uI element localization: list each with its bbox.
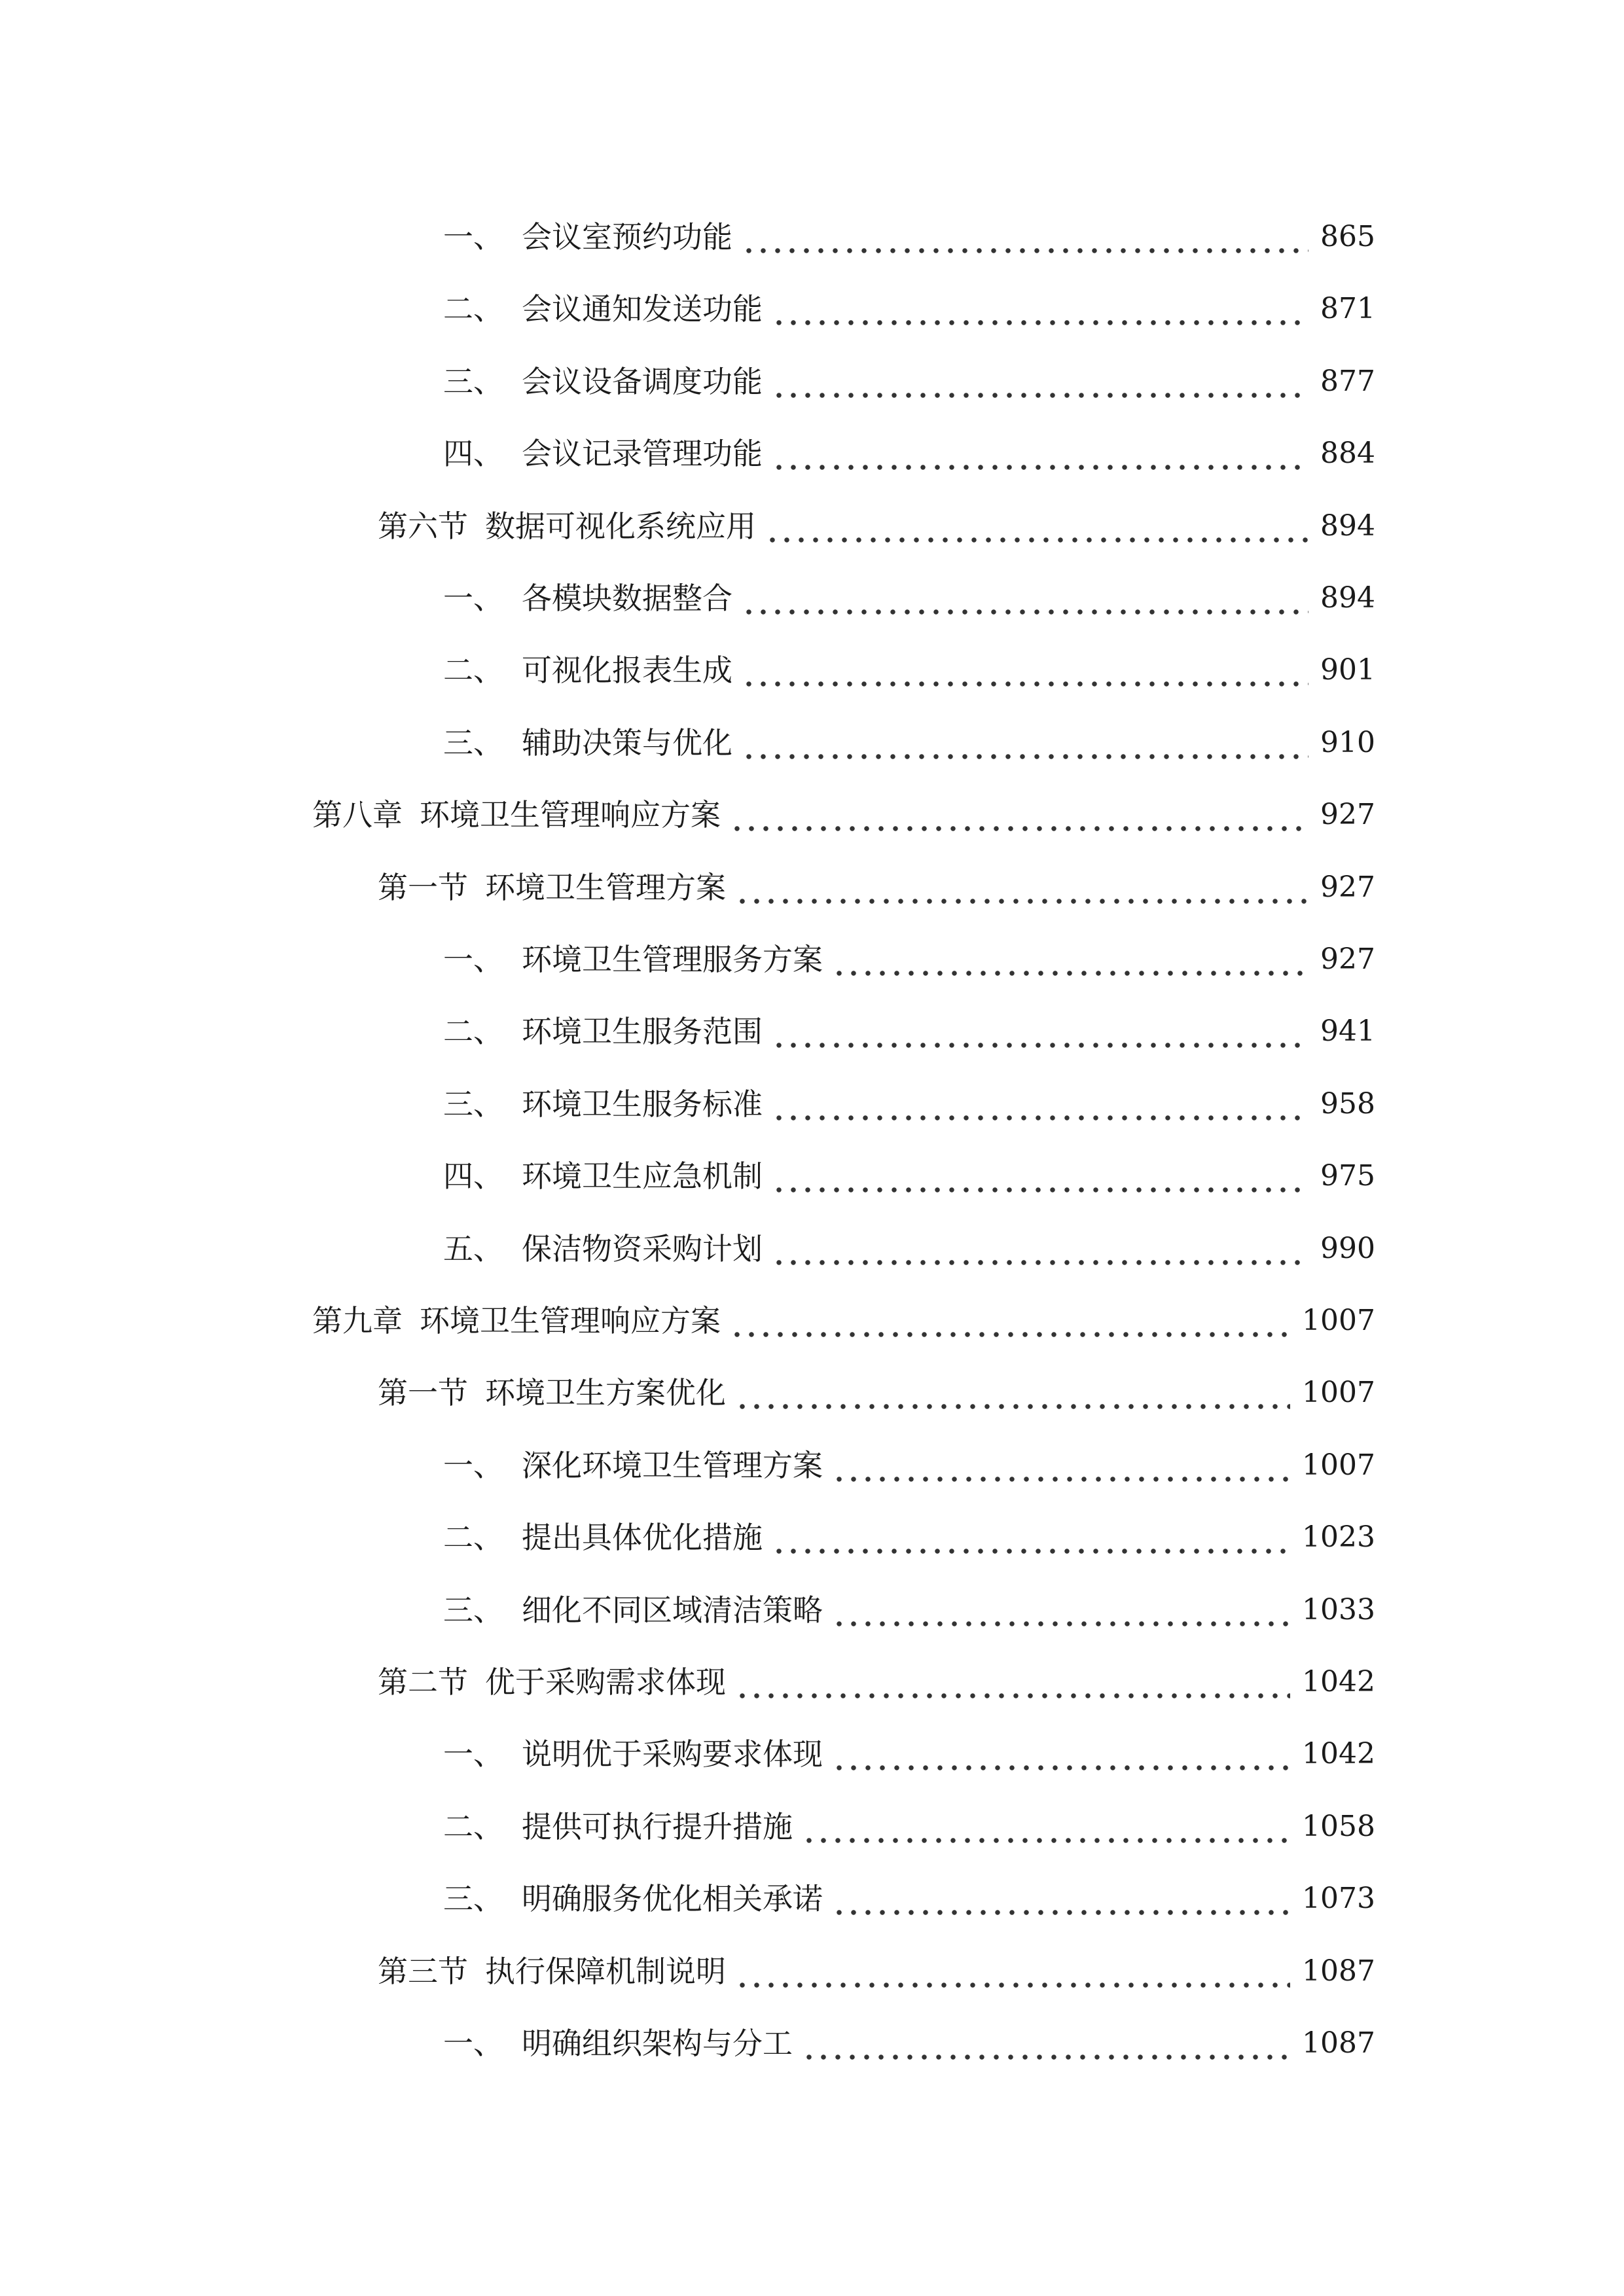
- toc-entry-page-number: 877: [1320, 365, 1375, 398]
- toc-entry[interactable]: [0, 1216, 1624, 1268]
- toc-entry-number: 二、: [443, 291, 503, 327]
- toc-entry-number: 第六节: [378, 509, 468, 544]
- toc-entry-number: 二、: [443, 1520, 503, 1555]
- toc-entry-page-number: 1073: [1302, 1882, 1375, 1915]
- dot-leader: [742, 723, 1308, 762]
- toc-entry-page-number: 1007: [1302, 1448, 1375, 1482]
- toc-entry-title: 细化不同区域清洁策略: [522, 1592, 823, 1628]
- toc-entry-number: 四、: [443, 1158, 503, 1194]
- toc-entry-number: 一、: [443, 1448, 503, 1483]
- toc-entry[interactable]: [0, 637, 1624, 690]
- toc-entry[interactable]: [0, 1794, 1624, 1846]
- toc-entry-page-number: 958: [1320, 1087, 1375, 1121]
- toc-entry-number: 一、: [443, 942, 503, 977]
- toc-entry-number: 第一节: [378, 870, 468, 905]
- dot-leader: [772, 289, 1308, 329]
- toc-entry-title: 会议室预约功能: [522, 219, 732, 255]
- toc-entry-title: 明确组织架构与分工: [522, 2026, 793, 2061]
- toc-entry-number: 三、: [443, 1881, 503, 1916]
- dot-leader: [735, 868, 1308, 907]
- toc-entry[interactable]: [0, 927, 1624, 979]
- toc-entry-page-number: 927: [1320, 942, 1375, 976]
- toc-entry-number: 三、: [443, 1086, 503, 1122]
- toc-entry-number: 四、: [443, 436, 503, 471]
- toc-entry-page-number: 927: [1320, 870, 1375, 904]
- toc-entry-number: 五、: [443, 1231, 503, 1266]
- toc-entry-number: 第二节: [378, 1664, 468, 1700]
- toc-entry-page-number: 894: [1320, 509, 1375, 543]
- toc-entry-title: 数据可视化系统应用: [485, 509, 756, 544]
- toc-entry[interactable]: [0, 1288, 1624, 1340]
- toc-entry-title: 环境卫生管理服务方案: [522, 942, 823, 977]
- toc-entry-page-number: 1042: [1302, 1665, 1375, 1698]
- dot-leader: [730, 1301, 1290, 1340]
- toc-entry-title: 环境卫生方案优化: [485, 1375, 726, 1410]
- dot-leader: [832, 1590, 1290, 1630]
- dot-leader: [832, 1446, 1290, 1485]
- dot-leader: [802, 2024, 1290, 2063]
- toc-entry[interactable]: [0, 276, 1624, 329]
- toc-entry-number: 第三节: [378, 1954, 468, 1989]
- toc-entry-title: 环境卫生管理响应方案: [420, 1303, 721, 1338]
- toc-entry[interactable]: [0, 1360, 1624, 1412]
- toc-entry-title: 会议设备调度功能: [522, 364, 763, 399]
- toc-entry[interactable]: [0, 1071, 1624, 1124]
- dot-leader: [765, 507, 1308, 546]
- toc-entry-page-number: 865: [1320, 220, 1375, 253]
- toc-entry-title: 环境卫生服务范围: [522, 1014, 763, 1049]
- toc-entry-page-number: 1042: [1302, 1737, 1375, 1770]
- toc-entry-page-number: 1058: [1302, 1810, 1375, 1843]
- dot-leader: [772, 362, 1308, 401]
- toc-entry-title: 可视化报表生成: [522, 653, 732, 688]
- toc-entry[interactable]: [0, 1577, 1624, 1630]
- toc-entry-page-number: 1087: [1302, 2026, 1375, 2060]
- toc-entry[interactable]: [0, 710, 1624, 762]
- dot-leader: [772, 1157, 1308, 1196]
- dot-leader: [735, 1662, 1290, 1702]
- toc-entry[interactable]: [0, 1143, 1624, 1196]
- dot-leader: [802, 1807, 1290, 1846]
- toc-entry-title: 明确服务优化相关承诺: [522, 1881, 823, 1916]
- toc-entry-title: 深化环境卫生管理方案: [522, 1448, 823, 1483]
- toc-entry-number: 一、: [443, 219, 503, 255]
- toc-entry-number: 三、: [443, 1592, 503, 1628]
- toc-entry-page-number: 910: [1320, 726, 1375, 759]
- toc-entry-title: 执行保障机制说明: [485, 1954, 726, 1989]
- toc-entry-page-number: 941: [1320, 1014, 1375, 1048]
- toc-entry-title: 环境卫生管理响应方案: [420, 797, 721, 833]
- toc-entry[interactable]: [0, 349, 1624, 401]
- toc-entry[interactable]: [0, 782, 1624, 834]
- toc-entry[interactable]: [0, 493, 1624, 546]
- toc-entry[interactable]: [0, 1649, 1624, 1702]
- dot-leader: [735, 1373, 1290, 1412]
- toc-entry-title: 保洁物资采购计划: [522, 1231, 763, 1266]
- toc-entry-title: 环境卫生服务标准: [522, 1086, 763, 1122]
- toc-entry-number: 一、: [443, 1736, 503, 1772]
- dot-leader: [730, 795, 1308, 834]
- dot-leader: [832, 940, 1308, 979]
- toc-entry-page-number: 884: [1320, 437, 1375, 470]
- toc-entry-page-number: 1033: [1302, 1593, 1375, 1626]
- toc-entry[interactable]: [0, 1505, 1624, 1557]
- toc-entry-page-number: 1023: [1302, 1520, 1375, 1554]
- toc-entry[interactable]: [0, 421, 1624, 473]
- toc-entry[interactable]: [0, 565, 1624, 618]
- toc-entry-number: 一、: [443, 581, 503, 616]
- dot-leader: [735, 1952, 1290, 1991]
- dot-leader: [742, 579, 1308, 618]
- toc-entry-title: 提出具体优化措施: [522, 1520, 763, 1555]
- toc-entry-number: 二、: [443, 1809, 503, 1844]
- toc-entry[interactable]: [0, 2011, 1624, 2063]
- toc-entry[interactable]: [0, 1721, 1624, 1774]
- toc-entry-page-number: 871: [1320, 292, 1375, 325]
- toc-entry-title: 优于采购需求体现: [485, 1664, 726, 1700]
- toc-entry-page-number: 1087: [1302, 1954, 1375, 1988]
- dot-leader: [832, 1734, 1290, 1774]
- dot-leader: [742, 651, 1308, 690]
- toc-entry-number: 第一节: [378, 1375, 468, 1410]
- toc-entry-title: 会议记录管理功能: [522, 436, 763, 471]
- toc-entry-number: 一、: [443, 2026, 503, 2061]
- dot-leader: [772, 1012, 1308, 1051]
- toc-entry-page-number: 927: [1320, 798, 1375, 831]
- toc-entry[interactable]: [0, 204, 1624, 257]
- toc-entry-page-number: 894: [1320, 581, 1375, 615]
- toc-entry-title: 辅助决策与优化: [522, 725, 732, 761]
- toc-entry-title: 说明优于采购要求体现: [522, 1736, 823, 1772]
- toc-entry-title: 各模块数据整合: [522, 581, 732, 616]
- toc-entry-page-number: 1007: [1302, 1376, 1375, 1409]
- toc-entry-page-number: 901: [1320, 653, 1375, 687]
- toc-entry-number: 二、: [443, 653, 503, 688]
- toc-entry-number: 三、: [443, 725, 503, 761]
- toc-entry[interactable]: [0, 999, 1624, 1051]
- toc-entry[interactable]: [0, 1939, 1624, 1991]
- toc-entry-number: 第八章: [312, 797, 403, 833]
- toc-entry-number: 三、: [443, 364, 503, 399]
- toc-entry[interactable]: [0, 1866, 1624, 1918]
- dot-leader: [772, 434, 1308, 473]
- toc-entry-page-number: 1007: [1302, 1304, 1375, 1337]
- dot-leader: [772, 1229, 1308, 1268]
- dot-leader: [772, 1085, 1308, 1124]
- toc-entry[interactable]: [0, 855, 1624, 907]
- toc-entry-number: 第九章: [312, 1303, 403, 1338]
- toc-entry-title: 环境卫生应急机制: [522, 1158, 763, 1194]
- dot-leader: [742, 217, 1308, 257]
- dot-leader: [832, 1879, 1290, 1918]
- toc-entry-title: 环境卫生管理方案: [485, 870, 726, 905]
- toc-entry-page-number: 975: [1320, 1159, 1375, 1193]
- toc-entry-page-number: 990: [1320, 1232, 1375, 1265]
- dot-leader: [772, 1518, 1290, 1557]
- toc-entry[interactable]: [0, 1433, 1624, 1485]
- toc-entry-number: 二、: [443, 1014, 503, 1049]
- toc-entry-title: 会议通知发送功能: [522, 291, 763, 327]
- toc-entry-title: 提供可执行提升措施: [522, 1809, 793, 1844]
